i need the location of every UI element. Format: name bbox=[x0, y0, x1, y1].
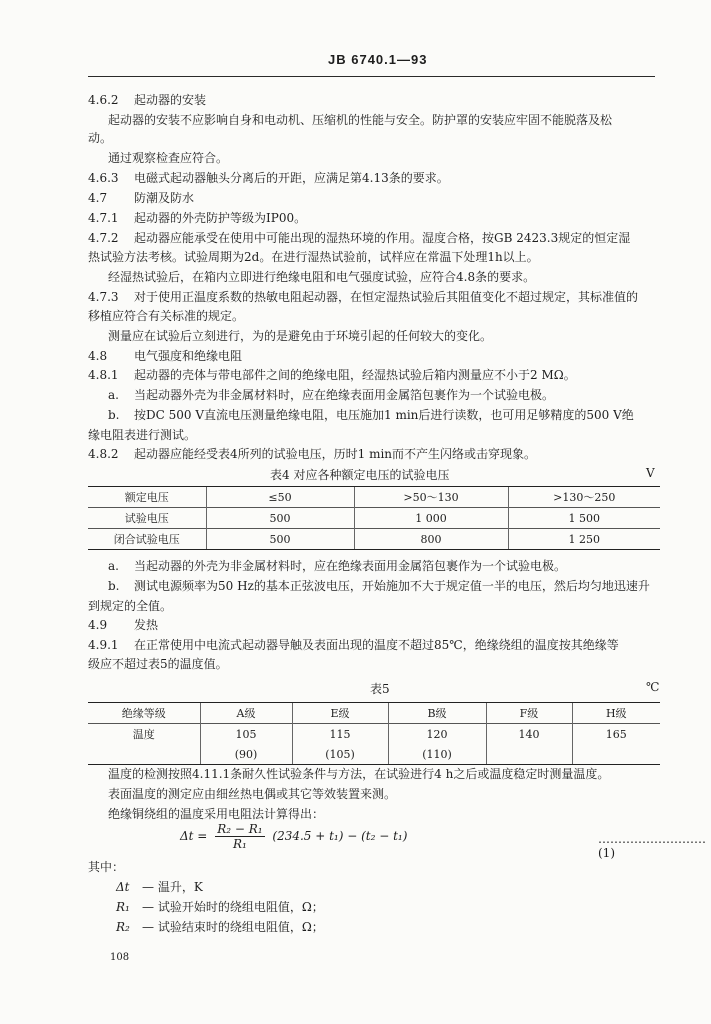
paragraph-line: 动。 bbox=[88, 131, 113, 145]
paragraph-line: 移植应符合有关标准的规定。 bbox=[88, 309, 245, 323]
table-row bbox=[88, 744, 660, 765]
table5-caption: 表5 bbox=[370, 682, 390, 696]
paragraph-line: 缘电阻表进行测试。 bbox=[88, 428, 197, 442]
table4 bbox=[88, 486, 660, 550]
table-header-cell: >50～130 bbox=[354, 487, 508, 508]
paragraph-line: 通过观察检查应符合。 bbox=[108, 151, 229, 165]
table-cell bbox=[88, 744, 200, 765]
table-cell: 温度 bbox=[88, 724, 200, 745]
table5-unit: ℃ bbox=[646, 680, 660, 694]
table-header-cell: F级 bbox=[486, 703, 572, 724]
header-rule bbox=[88, 76, 655, 77]
formula-fraction bbox=[215, 822, 264, 851]
table-header-cell: A级 bbox=[200, 703, 292, 724]
clause-line: 4.7.2 起动器应能承受在使用中可能出现的湿热环境的作用。湿度合格，按GB 2423.3规定的恒定湿 bbox=[88, 231, 631, 245]
table-row bbox=[88, 529, 660, 550]
list-item: a. 当起动器的外壳为非金属材料时，应在绝缘表面用金属箔包裹作为一个试验电极。 bbox=[108, 559, 567, 573]
table-header-cell: ≤50 bbox=[206, 487, 354, 508]
clause-line: 4.8.2 起动器应能经受表4所列的试验电压，历时1 min而不产生闪络或击穿现象。 bbox=[88, 447, 537, 461]
paragraph-line: 经湿热试验后，在箱内立即进行绝缘电阻和电气强度试验，应符合4.8条的要求。 bbox=[108, 270, 536, 284]
table-row bbox=[88, 508, 660, 529]
section-heading: 4.8 电气强度和绝缘电阻 bbox=[88, 349, 243, 363]
section-heading: 4.6.2 起动器的安装 bbox=[88, 93, 207, 107]
list-item: b. 测试电源频率为50 Hz的基本正弦波电压，开始施加不大于规定值一半的电压，然后均匀地迅速升 bbox=[108, 579, 650, 593]
table-cell: 试验电压 bbox=[88, 508, 206, 529]
formula-lhs: Δt = bbox=[180, 829, 208, 843]
formula-numerator: R₂ − R₁ bbox=[217, 822, 263, 836]
table-cell: 165 bbox=[572, 724, 660, 745]
clause-line: 4.9.1 在正常使用中电流式起动器导触及表面出现的温度不超过85℃，绝缘绕组的温度按其绝缘等 bbox=[88, 638, 619, 652]
standard-header: JB 6740.1—93 bbox=[328, 52, 428, 67]
table-cell: 1 250 bbox=[508, 529, 660, 550]
table-cell: 120 bbox=[388, 724, 486, 745]
table-cell: 500 bbox=[206, 529, 354, 550]
table-cell: 1 500 bbox=[508, 508, 660, 529]
definition-item: R₂ — 试验结束时的绕组电阻值，Ω； bbox=[116, 920, 324, 934]
table-header-cell: >130～250 bbox=[508, 487, 660, 508]
paragraph-line: 级应不超过表5的温度值。 bbox=[88, 657, 228, 671]
formula-number: ………………………(1) bbox=[598, 832, 706, 860]
paragraph-line: 起动器的安装不应影响自身和电动机、压缩机的性能与安全。防护罩的安装应牢固不能脱落及松 bbox=[108, 113, 613, 127]
table4-caption: 表4 对应各种额定电压的试验电压 bbox=[270, 468, 450, 482]
table5 bbox=[88, 702, 660, 765]
table-cell: 140 bbox=[486, 724, 572, 745]
list-item: a. 当起动器外壳为非金属材料时，应在绝缘表面用金属箔包裹作为一个试验电极。 bbox=[108, 388, 555, 402]
temperature-rise-formula bbox=[180, 822, 407, 851]
paragraph-line: 表面温度的测定应由细丝热电偶或其它等效装置来测。 bbox=[108, 787, 397, 801]
table-cell: 105 bbox=[200, 724, 292, 745]
table-cell: (90) bbox=[200, 744, 292, 765]
table-header-row bbox=[88, 487, 660, 508]
table-cell: 闭合试验电压 bbox=[88, 529, 206, 550]
table-cell: 800 bbox=[354, 529, 508, 550]
definition-item: R₁ — 试验开始时的绕组电阻值，Ω； bbox=[116, 900, 324, 914]
section-heading: 4.7 防潮及防水 bbox=[88, 191, 195, 205]
table-header-cell: H级 bbox=[572, 703, 660, 724]
table-cell bbox=[486, 744, 572, 765]
table-header-cell: E级 bbox=[292, 703, 388, 724]
paragraph-line: 绝缘铜绕组的温度采用电阻法计算得出： bbox=[108, 807, 325, 821]
where-label: 其中： bbox=[88, 860, 125, 874]
table-cell: 1 000 bbox=[354, 508, 508, 529]
clause-line: 4.6.3 电磁式起动器触头分离后的开距，应满足第4.13条的要求。 bbox=[88, 171, 449, 185]
table-cell: (105) bbox=[292, 744, 388, 765]
table-cell bbox=[572, 744, 660, 765]
table-cell: 115 bbox=[292, 724, 388, 745]
table-row bbox=[88, 724, 660, 745]
list-item: b. 按DC 500 V直流电压测量绝缘电阻，电压施加1 min后进行读数，也可用足够精度的500 V绝 bbox=[108, 408, 634, 422]
table-cell: 500 bbox=[206, 508, 354, 529]
page-number: 108 bbox=[110, 952, 130, 963]
paragraph-line: 热试验方法考核。试验周期为2d。在进行湿热试验前，试样应在常温下处理1h以上。 bbox=[88, 250, 539, 264]
paragraph-line: 到规定的全值。 bbox=[88, 599, 173, 613]
section-heading: 4.9 发热 bbox=[88, 618, 159, 632]
table-cell: (110) bbox=[388, 744, 486, 765]
table-header-cell: 绝缘等级 bbox=[88, 703, 200, 724]
clause-line: 4.8.1 起动器的壳体与带电部件之间的绝缘电阻，经湿热试验后箱内测量应不小于2 MΩ。 bbox=[88, 368, 576, 382]
definition-item: Δt — 温升，K bbox=[116, 880, 203, 894]
table-header-row bbox=[88, 703, 660, 724]
paragraph-line: 温度的检测按照4.11.1条耐久性试验条件与方法，在试验进行4 h之后或温度稳定时测量温度。 bbox=[108, 767, 610, 781]
table4-unit: V bbox=[646, 466, 655, 480]
table-header-cell: 额定电压 bbox=[88, 487, 206, 508]
clause-line: 4.7.3 对于使用正温度系数的热敏电阻起动器，在恒定湿热试验后其阻值变化不超过规定，其标准值的 bbox=[88, 290, 639, 304]
table-header-cell: B级 bbox=[388, 703, 486, 724]
paragraph-line: 测量应在试验后立刻进行，为的是避免由于环境引起的任何较大的变化。 bbox=[108, 329, 493, 343]
clause-line: 4.7.1 起动器的外壳防护等级为IP00。 bbox=[88, 211, 307, 225]
formula-rest: (234.5 + t₁) − (t₂ − t₁) bbox=[272, 829, 408, 843]
formula-denominator: R₁ bbox=[232, 837, 247, 851]
